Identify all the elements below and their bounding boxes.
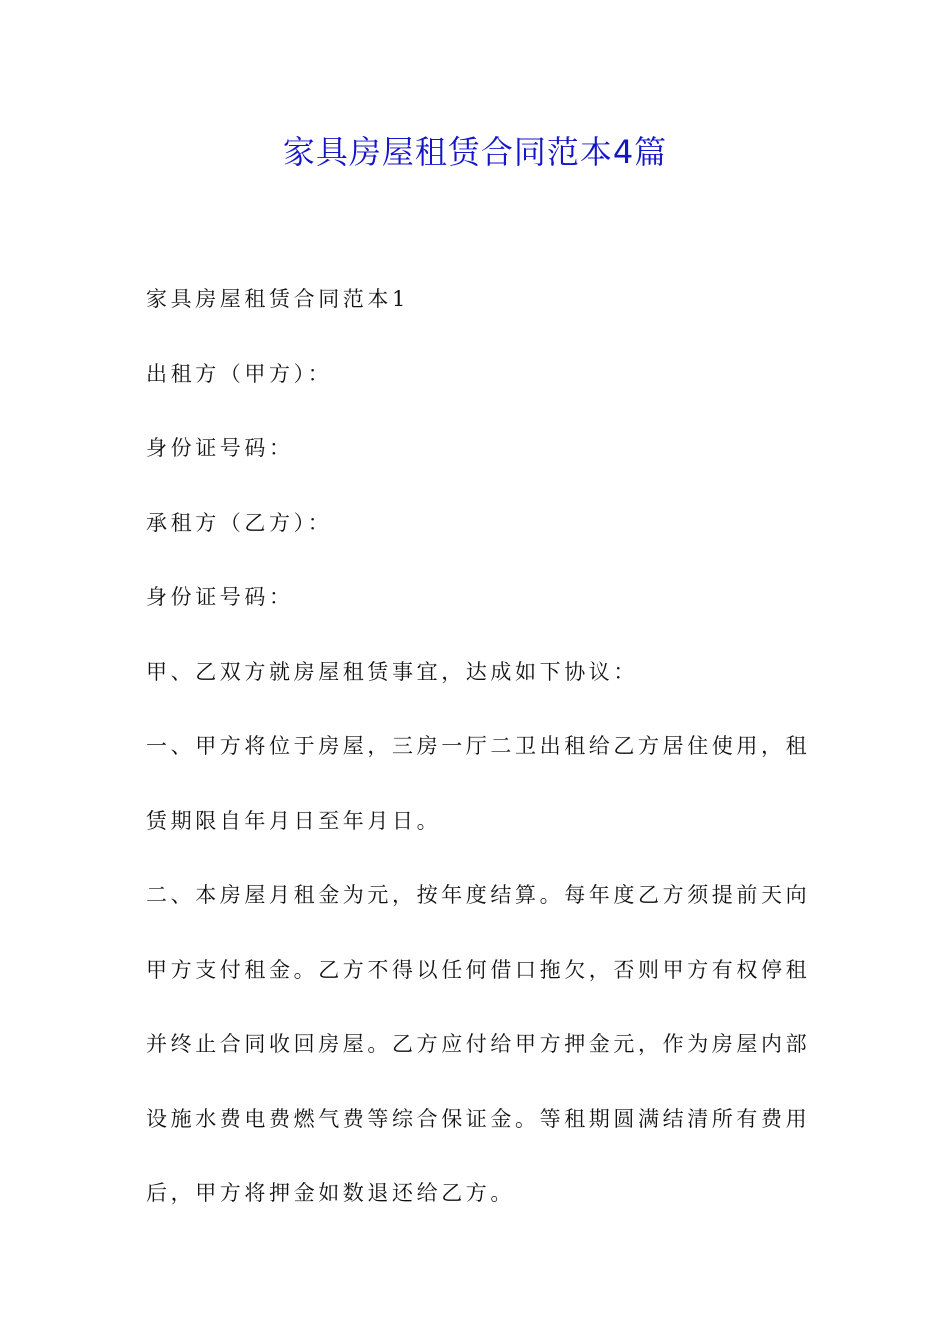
clause-2-line-3: 并终止合同收回房屋。乙方应付给甲方押金元，作为房屋内部: [146, 1032, 811, 1056]
clause-1-line-1: 一、甲方将位于房屋，三房一厅二卫出租给乙方居住使用，租: [146, 734, 811, 758]
lessor-id-field: 身份证号码：: [146, 436, 294, 460]
lessor-field: 出租方（甲方）：: [146, 361, 333, 386]
document-body: [146, 262, 810, 1231]
clause-2-line-4: 设施水费电费燃气费等综合保证金。等租期圆满结清所有费用: [146, 1106, 811, 1131]
clause-2-line-5: 后，甲方将押金如数退还给乙方。: [146, 1181, 515, 1205]
agreement-intro: 甲、乙双方就房屋租赁事宜，达成如下协议：: [146, 659, 638, 684]
clause-2-line-1: 二、本房屋月租金为元，按年度结算。每年度乙方须提前天向: [146, 883, 811, 907]
document-title: 家具房屋租赁合同范本4篇: [282, 133, 668, 171]
lessee-field: 承租方（乙方）：: [146, 510, 333, 535]
lessee-id-field: 身份证号码：: [146, 585, 294, 609]
section-heading: 家具房屋租赁合同范本1: [146, 287, 409, 311]
clause-2-line-2: 甲方支付租金。乙方不得以任何借口拖欠，否则甲方有权停租: [146, 957, 811, 982]
clause-1-line-2: 赁期限自年月日至年月日。: [146, 808, 442, 833]
